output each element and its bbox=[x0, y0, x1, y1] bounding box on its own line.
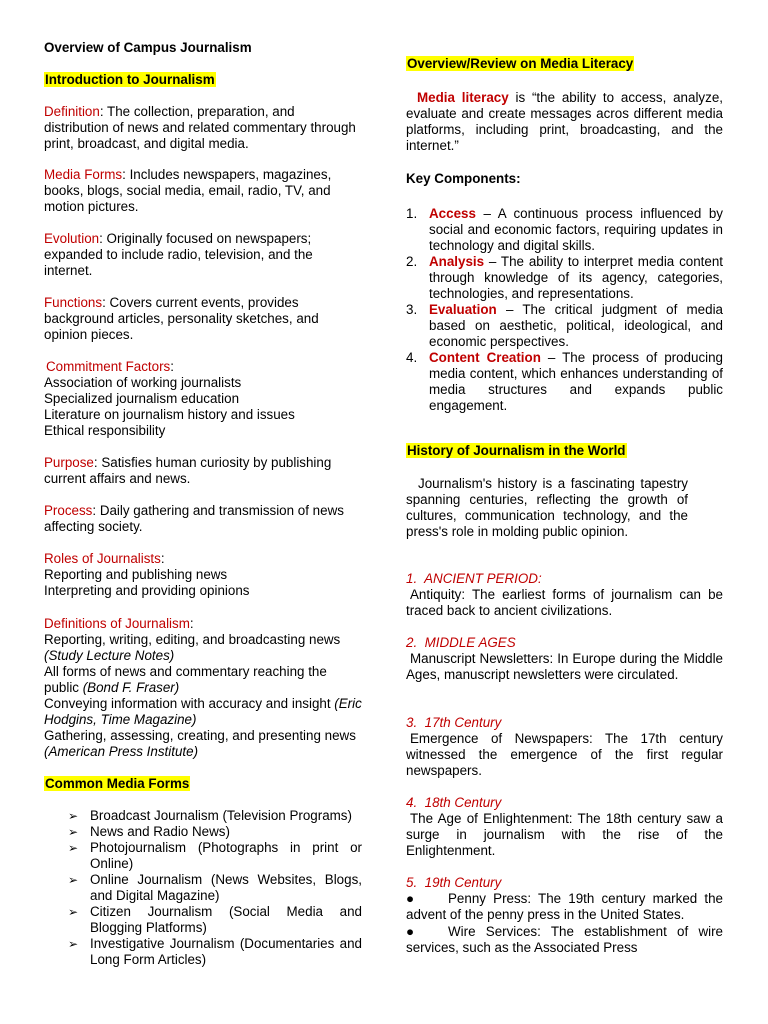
list-item: ➢ Photojournalism (Photographs in print or Online) bbox=[44, 840, 362, 872]
evolution-text: : Originally focused on newspapers; expanded to include radio, television, and the internet. bbox=[44, 231, 313, 278]
period-number: 5. bbox=[406, 875, 418, 890]
purpose-paragraph bbox=[44, 455, 362, 487]
evolution-paragraph bbox=[44, 231, 362, 279]
definition-text: : The collection, preparation, and distribution of news and related commentary through print, broadcast, and digital media. bbox=[44, 104, 356, 151]
bullet-icon: ● bbox=[406, 924, 415, 939]
components-list bbox=[406, 206, 723, 414]
commitment-colon: : bbox=[170, 359, 174, 374]
list-item bbox=[406, 206, 723, 254]
component-term: Content Creation bbox=[429, 350, 541, 365]
media-forms-text: : Includes newspapers, magazines, books, blogs, social media, email, radio, TV, and motion pictures. bbox=[44, 167, 332, 214]
list-number: 2. bbox=[406, 254, 418, 269]
definition-item-source: (Eric Hodgins, Time Magazine) bbox=[44, 696, 362, 727]
period-number: 3. bbox=[406, 715, 418, 730]
commitment-item: Specialized journalism education bbox=[44, 391, 240, 406]
process-paragraph bbox=[44, 503, 362, 535]
definitions-colon: : bbox=[189, 616, 194, 631]
list-number: 3. bbox=[406, 302, 418, 317]
definition-paragraph bbox=[44, 104, 362, 152]
page-title: Overview of Campus Journalism bbox=[44, 40, 252, 55]
period-text: Antiquity: The earliest forms of journalism can be traced back to ancient civilizations. bbox=[406, 587, 723, 618]
c19-bullet bbox=[406, 924, 723, 956]
bullet-icon: ● bbox=[406, 891, 415, 906]
history-heading: History of Journalism in the World bbox=[407, 443, 626, 458]
definitions-term: Definitions of Journalism bbox=[44, 616, 190, 631]
period-ancient bbox=[406, 571, 723, 619]
list-item: ➢ Online Journalism (News Websites, Blogs, and Digital Magazine) bbox=[44, 872, 362, 904]
period-number: 2. bbox=[406, 635, 418, 650]
definition-item-source: (American Press Institute) bbox=[44, 744, 199, 759]
period-19th bbox=[406, 875, 723, 956]
definition-item-source: (Bond F. Fraser) bbox=[82, 680, 180, 695]
list-item: ➢ Investigative Journalism (Documentaries and Long Form Articles) bbox=[44, 936, 362, 968]
definition-item bbox=[44, 696, 362, 728]
period-title: MIDDLE AGES bbox=[424, 635, 516, 650]
roles-colon: : bbox=[160, 551, 165, 566]
common-media-list bbox=[44, 808, 362, 968]
ml-heading-wrap bbox=[406, 56, 723, 72]
purpose-text: : Satisfies human curiosity by publishing current affairs and news. bbox=[44, 455, 332, 486]
definition-item-source: (Study Lecture Notes) bbox=[44, 648, 175, 663]
functions-paragraph bbox=[44, 295, 362, 343]
roles-item: Interpreting and providing opinions bbox=[44, 583, 250, 598]
c19-bullet-text: Wire Services: The establishment of wire services, such as the Associated Press bbox=[406, 924, 723, 955]
definition-item bbox=[44, 664, 362, 696]
c19-bullet bbox=[406, 891, 723, 923]
components-list-wrap bbox=[406, 206, 723, 414]
roles-term: Roles of Journalists bbox=[44, 551, 161, 566]
definition-item-text: Conveying information with accuracy and insight bbox=[44, 696, 335, 711]
period-text: The Age of Enlightenment: The 18th century saw a surge in journalism with the rise of the Enlightenment. bbox=[406, 811, 723, 858]
definition-item-text: Gathering, assessing, creating, and presenting news bbox=[44, 728, 356, 743]
component-term: Analysis bbox=[429, 254, 485, 269]
key-components-heading: Key Components: bbox=[406, 171, 521, 186]
media-literacy-term: Media literacy bbox=[417, 90, 509, 105]
intro-heading: Introduction to Journalism bbox=[45, 72, 215, 87]
period-text: Manuscript Newsletters: In Europe during the Middle Ages, manuscript newsletters were circulated. bbox=[406, 651, 723, 682]
c19-bullet-text: Penny Press: The 19th century marked the advent of the penny press in the United States. bbox=[406, 891, 723, 922]
definition-item-text: All forms of news and commentary reaching the public bbox=[44, 664, 327, 695]
history-heading-wrap bbox=[406, 443, 723, 459]
period-18th bbox=[406, 795, 723, 859]
evolution-term: Evolution bbox=[44, 231, 100, 246]
list-item: ➢ News and Radio News) bbox=[44, 824, 362, 840]
common-media-heading: Common Media Forms bbox=[45, 776, 190, 791]
list-item bbox=[406, 302, 723, 350]
component-text: – The process of producing media content, which enhances understanding of media structures and expands public engagement. bbox=[429, 350, 724, 413]
common-heading-wrap bbox=[44, 776, 362, 792]
period-title: ANCIENT PERIOD: bbox=[424, 571, 542, 586]
definition-item bbox=[44, 728, 362, 760]
roles-item: Reporting and publishing news bbox=[44, 567, 228, 582]
media-literacy-paragraph bbox=[406, 90, 723, 154]
component-text: – The critical judgment of media based on aesthetic, political, ideological, and economic perspectives. bbox=[429, 302, 723, 349]
commitment-item: Ethical responsibility bbox=[44, 423, 166, 438]
period-17th bbox=[406, 715, 723, 779]
period-title: 19th Century bbox=[424, 875, 502, 890]
period-title: 18th Century bbox=[424, 795, 502, 810]
functions-term: Functions bbox=[44, 295, 103, 310]
list-number: 1. bbox=[406, 206, 418, 221]
definition-term: Definition bbox=[44, 104, 100, 119]
commitment-section bbox=[44, 359, 362, 439]
period-number: 4. bbox=[406, 795, 418, 810]
definition-item-text: Reporting, writing, editing, and broadcasting news bbox=[44, 632, 341, 647]
purpose-term: Purpose bbox=[44, 455, 94, 470]
history-intro: Journalism's history is a fascinating tapestry spanning centuries, reflecting the growth of cultures, communication technology, and the press's role in molding public opinion. bbox=[406, 476, 688, 539]
list-item bbox=[406, 254, 723, 302]
media-literacy-heading: Overview/Review on Media Literacy bbox=[407, 56, 634, 71]
period-title: 17th Century bbox=[424, 715, 502, 730]
definition-item bbox=[44, 632, 362, 664]
media-forms-paragraph bbox=[44, 167, 362, 215]
list-item: ➢ Broadcast Journalism (Television Programs) bbox=[44, 808, 362, 824]
process-text: : Daily gathering and transmission of news affecting society. bbox=[44, 503, 344, 534]
process-term: Process bbox=[44, 503, 93, 518]
common-media-list-wrap bbox=[44, 808, 362, 968]
commitment-term: Commitment Factors bbox=[46, 359, 171, 374]
intro-heading-wrap bbox=[44, 72, 362, 88]
media-forms-term: Media Forms bbox=[44, 167, 123, 182]
list-number: 4. bbox=[406, 350, 418, 365]
functions-text: : Covers current events, provides background articles, personality sketches, and opinion pieces. bbox=[44, 295, 319, 342]
definitions-section bbox=[44, 616, 362, 760]
list-item: ➢ Citizen Journalism (Social Media and Blogging Platforms) bbox=[44, 904, 362, 936]
period-text: Emergence of Newspapers: The 17th century witnessed the emergence of the first regular newspapers. bbox=[406, 731, 723, 778]
roles-section bbox=[44, 551, 362, 599]
component-term: Evaluation bbox=[429, 302, 497, 317]
commitment-item: Literature on journalism history and issues bbox=[44, 407, 295, 422]
period-number: 1. bbox=[406, 571, 418, 586]
list-item bbox=[406, 350, 723, 414]
component-text: – The ability to interpret media content through knowledge of its agency, categories, technologies, and representations. bbox=[429, 254, 723, 301]
period-middle-ages bbox=[406, 635, 723, 683]
component-text: – A continuous process influenced by social and economic factors, requiring updates in technology and digital skills. bbox=[429, 206, 723, 253]
media-literacy-text: is “the ability to access, analyze, evaluate and create messages acros different media platforms, including print, broadcasting, and the internet.” bbox=[406, 90, 723, 153]
commitment-item: Association of working journalists bbox=[44, 375, 242, 390]
component-term: Access bbox=[429, 206, 476, 221]
